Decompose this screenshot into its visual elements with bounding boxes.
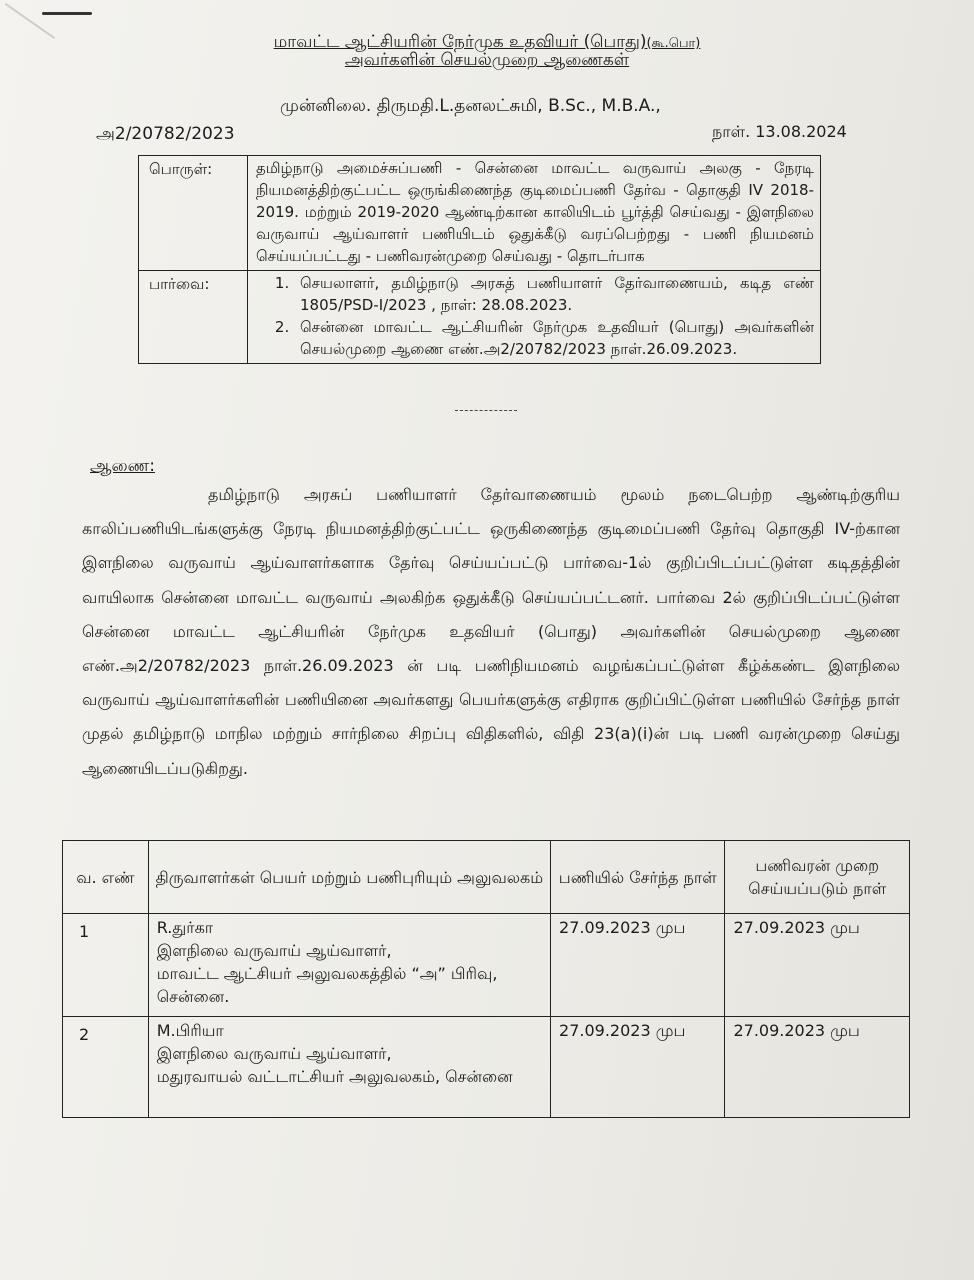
row-name-office [148,1017,550,1118]
references-row [139,271,821,364]
table-row [63,1017,910,1118]
row-joining-date: 27.09.2023 முப [551,914,725,1017]
staff-table-header [63,841,910,914]
divider-line [455,410,517,411]
document-date: நாள். 13.08.2024 [712,122,847,141]
employee-office: மதுரவாயல் வட்டாட்சியர் அலுவலகம், சென்னை [156,1067,513,1086]
subject-text: தமிழ்நாடு அமைச்சுப்பணி - சென்னை மாவட்ட வருவாய் அலகு - நேரடி நியமனத்திற்குட்பட்ட ஒருங்கிணைந்த குடிமைப்பணி தேர்வ - தொகுதி IV 2018-2019. மற்றும் 2019-2020 ஆண்டிற்கான காலியிடம் பூர்த்தி செய்வது - இளநிலை வருவாய் ஆய்வாளர் பணியிடம் ஒதுக்கீடு வரப்பெற்றது - பணி நியமனம் செய்யப்பட்டது - பணிவரன்முறை செய்வது - தொடர்பாக [248,156,821,271]
document-subtitle: அவர்களின் செயல்முறை ஆணைகள் [344,50,630,70]
header-name-office: திருவாளர்கள் பெயர் மற்றும் பணிபுரியும் அலுவலகம் [148,841,550,914]
reference-number: அ2/20782/2023 [96,124,235,144]
presence-line: முன்னிலை. திருமதி.L.தனலட்சுமி, B.Sc., M.B.A., [280,96,661,116]
employee-designation: இளநிலை வருவாய் ஆய்வாளர், [156,1044,392,1063]
references-label: பார்வை: [139,271,248,364]
row-regularization-date: 27.09.2023 முப [725,1017,910,1118]
subject-row [139,156,821,271]
employee-name: M.பிரியா [156,1021,224,1040]
header-sno: வ. எண் [63,841,149,914]
order-body: தமிழ்நாடு அரசுப் பணியாளர் தேர்வாணையம் மூலம் நடைபெற்ற ஆண்டிற்குரிய காலிப்பணியிடங்களுக்கு நேரடி நியமனத்திற்குட்பட்ட ஒருகிணைந்த குடிமைப்பணி தேர்வு தொகுதி IV-ற்கான இளநிலை வருவாய் ஆய்வாளர்களாக தேர்வு செய்யப்பட்டு பார்வை-1ல் குறிப்பிடப்பட்டுள்ள கடிதத்தின் வாயிலாக சென்னை மாவட்ட வருவாய் அலகிற்க ஒதுக்கீடு செய்யப்பட்டனர். பார்வை 2ல் குறிப்பிடப்பட்டுள்ள சென்னை மாவட்ட ஆட்சியரின் நேர்முக உதவியர் (பொது) அவர்களின் செயல்முறை ஆணை எண்.அ2/20782/2023 நாள்.26.09.2023 ன் படி பணிநியமனம் வழங்கப்பட்டுள்ள கீழ்க்கண்ட இளநிலை வருவாய் ஆய்வாளர்களின் பணியினை அவர்களது பெயர்களுக்கு எதிராக குறிப்பிட்டுள்ள பணியில் சேர்ந்த நாள் முதல் தமிழ்நாடு மாநில மற்றும் சார்நிலை சிறப்பு விதிகளில், விதி 23(a)(i)ன் படி பணி வரன்முறை செய்து ஆணையிடப்படுகிறது. [82,485,900,778]
employee-designation: இளநிலை வருவாய் ஆய்வாளர், [156,941,392,960]
order-heading: ஆணை: [90,456,155,476]
pen-mark [42,12,92,15]
header-regularization-date: பணிவரன் முறை செய்யப்படும் நாள் [725,841,910,914]
subject-table [138,155,821,364]
employee-name: R.துர்கா [156,918,214,937]
references-cell [248,271,821,364]
row-sno: 2 [63,1017,149,1118]
header-joining-date: பணியில் சேர்ந்த நாள் [551,841,725,914]
subject-label: பொருள்: [139,156,248,271]
employee-office: மாவட்ட ஆட்சியர் அலுவலகத்தில் “அ” பிரிவு, சென்னை. [156,964,498,1006]
staff-table [62,840,910,1118]
row-regularization-date: 27.09.2023 முப [725,914,910,1017]
reference-item: 1. செயலாளர், தமிழ்நாடு அரசுத் பணியாளர் தேர்வாணையம், கடித எண் 1805/PSD-I/2023 , நாள்: 28.08.2023. [294,272,814,316]
title-line1: மாவட்ட ஆட்சியரின் நேர்முக உதவியர் (பொது) [273,32,647,52]
row-name-office [148,914,550,1017]
title-suffix: (கூ.பொ) [646,36,701,51]
reference-item: 2. சென்னை மாவட்ட ஆட்சியரின் நேர்முக உதவியர் (பொது) அவர்களின் செயல்முறை ஆணை எண்.அ2/20782/2023 நாள்.26.09.2023. [294,316,814,360]
row-sno: 1 [63,914,149,1017]
table-row [63,914,910,1017]
row-joining-date: 27.09.2023 முப [551,1017,725,1118]
references-list [256,272,814,360]
